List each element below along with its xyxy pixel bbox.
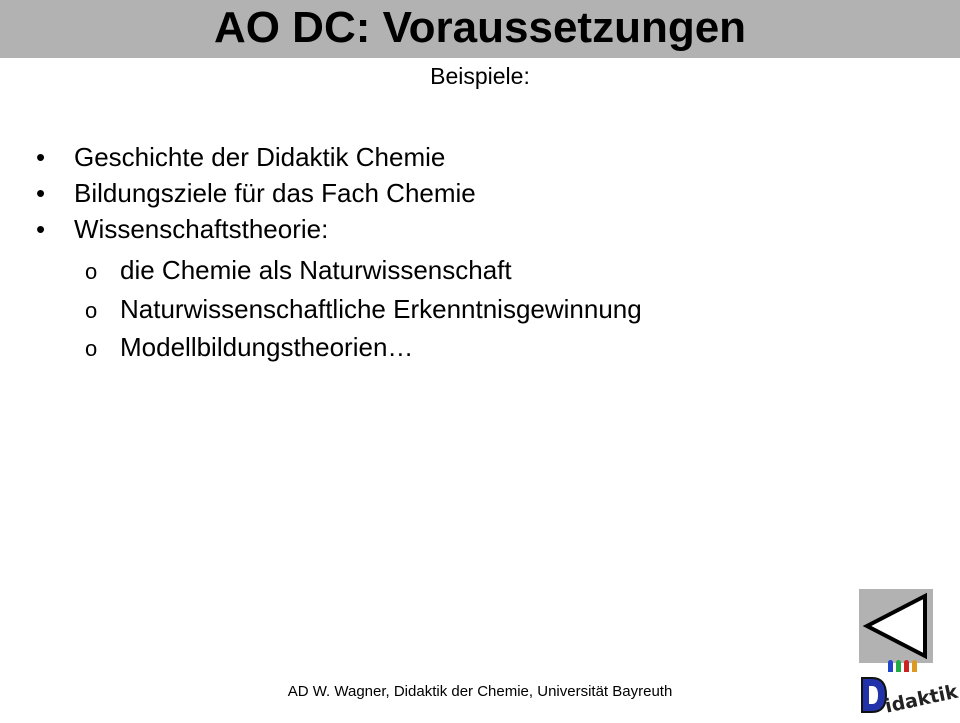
sub-bullet-marker: o xyxy=(85,298,98,323)
bullet-marker: • xyxy=(36,178,46,208)
sub-bullet-marker: o xyxy=(85,259,98,284)
back-button[interactable] xyxy=(859,589,933,663)
bullet-marker: • xyxy=(36,142,46,172)
logo-text: idaktik xyxy=(883,680,960,718)
list-item-text: Geschichte der Didaktik Chemie xyxy=(74,142,446,172)
list-item-text: Bildungsziele für das Fach Chemie xyxy=(74,178,476,208)
sub-list-item-text: Naturwissenschaftliche Erkenntnisgewinnung xyxy=(120,294,642,324)
list-item-text: Wissenschaftstheorie: xyxy=(74,214,329,244)
back-triangle-icon xyxy=(859,589,933,663)
sub-list-item-text: Modellbildungstheorien… xyxy=(120,332,414,362)
footer-text: AD W. Wagner, Didaktik der Chemie, Universität Bayreuth xyxy=(287,683,673,700)
bullet-marker: • xyxy=(36,214,46,244)
slide-title: AO DC: Voraussetzungen xyxy=(213,3,747,52)
slide-subtitle: Beispiele: xyxy=(430,63,530,89)
sub-list-item-text: die Chemie als Naturwissenschaft xyxy=(120,255,512,285)
sub-bullet-marker: o xyxy=(85,336,98,361)
